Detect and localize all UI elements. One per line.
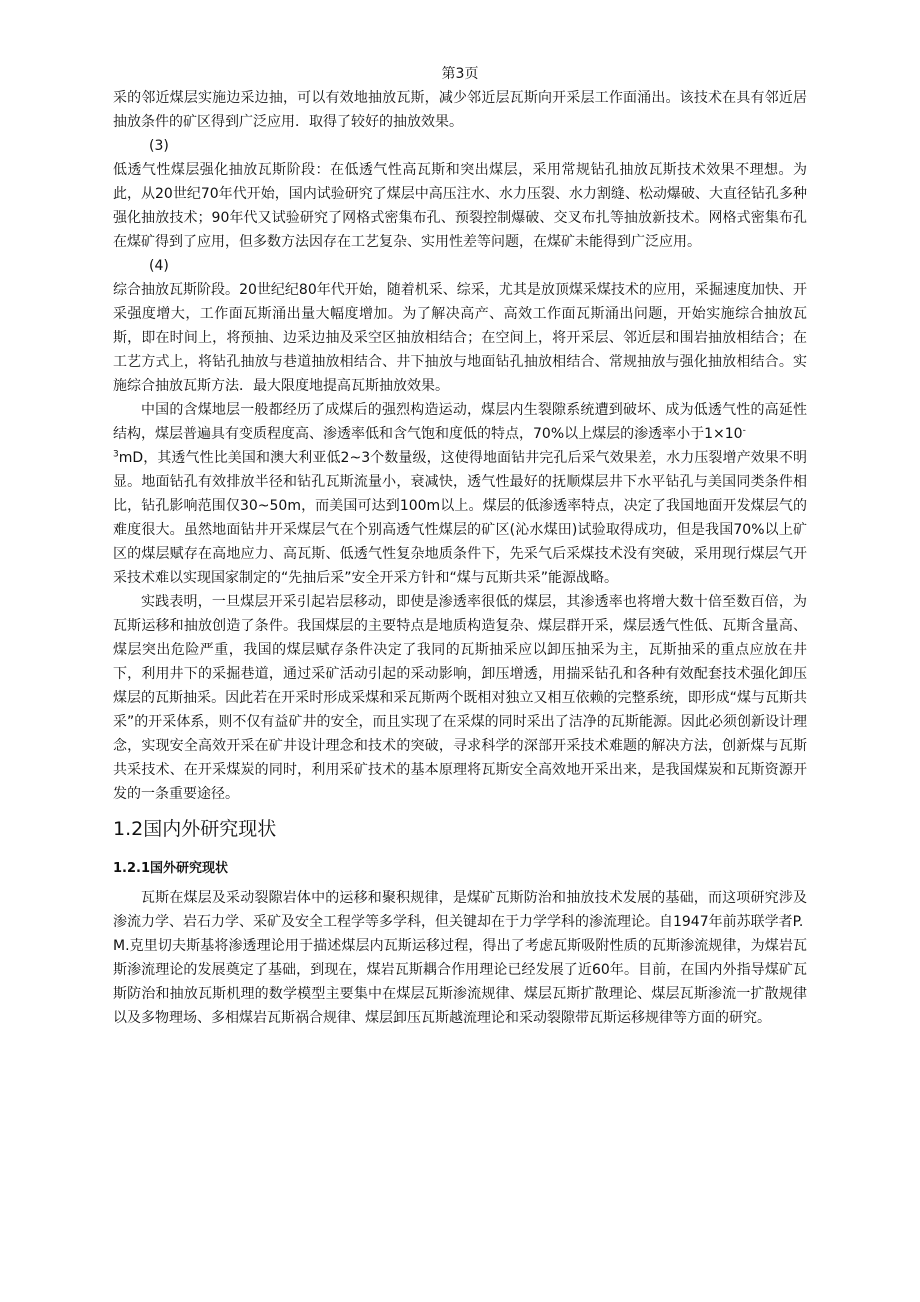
paragraph-china-coal-strata-part1: [113, 398, 807, 446]
paragraph-text: mD，其透气性比美国和澳大利亚低2~3个数量级，这使得地面钻井完孔后采气效果差，水力压裂增产效果不明显。地面钻孔有效排放半径和钻孔瓦斯流量小，衰减快，透气性最好的抚顺煤层井下水平钻孔与美国同类条件相比，钻孔影响范围仅30~50m，而美国可达到100m以上。煤层的低渗透率特点，决定了我国地面开发煤层气的难度很大。虽然地面钻井开采煤层气在个别高透气性煤层的矿区(沁水煤田)试验取得成功，但是我国70%以上矿区的煤层赋存在高地应力、高瓦斯、低透气性复杂地质条件下，先采气后采煤技术没有突破，采用现行煤层气开采技术难以实现国家制定的“先抽后采”安全开采方针和“煤与瓦斯共采”能源战略。: [113, 450, 807, 586]
paragraph-low-permeability: 低透气性煤层强化抽放瓦斯阶段：在低透气性高瓦斯和突出煤层，采用常规钻孔抽放瓦斯技术效果不理想。为此，从20世纪70年代开始，国内试验研究了煤层中高压注水、水力压裂、水力割缝、松动爆破、大直径钻孔多种强化抽放技术；90年代又试验研究了网格式密集布孔、预裂控制爆破、交叉布扎等抽放新技术。网格式密集布孔在煤矿得到了应用，但多数方法因存在工艺复杂、实用性差等问题，在煤矿未能得到广泛应用。: [113, 162, 807, 250]
item-number-4: (4): [149, 258, 169, 274]
paragraph-text: 中国的含煤地层一般都经历了成煤后的强烈构造运动，煤层内生裂隙系统遭到破坏、成为低透气性的高延性结构，煤层普遍具有变质程度高、渗透率低和含气饱和度低的特点，70%以上煤层的渗透率小于1×10: [113, 402, 807, 442]
paragraph-practice-shows: 实践表明，一旦煤层开采引起岩层移动，即使是渗透率很低的煤层，其渗透率也将增大数十倍至数百倍，为瓦斯运移和抽放创造了条件。我国煤层的主要特点是地质构造复杂、煤层群开采，煤层透气性低、瓦斯含量高、煤层突出危险严重，我国的煤层赋存条件决定了我同的瓦斯抽采应以卸压抽采为主，瓦斯抽采的重点应放在井下，利用井下的采掘巷道，通过采矿活动引起的采动影响，卸压增透，用揣采钻孔和各种有效配套技术强化卸压煤层的瓦斯抽采。因此若在开采时形成采煤和采瓦斯两个既相对独立又相互依赖的完整系统，即形成“煤与瓦斯共采”的开采体系，则不仅有益矿井的安全，而且实现了在采煤的同时采出了洁净的瓦斯能源。因此必须创新设计理念，实现安全高效开采在矿井设计理念和技术的突破，寻求科学的深部开采技术难题的解决方法，创新煤与瓦斯共采技术、在开采煤炭的同时，利用采矿技术的基本原理将瓦斯安全高效地开采出来，是我国煤炭和瓦斯资源开发的一条重要途径。: [113, 594, 807, 802]
paragraph-gas-migration-part2: M.克里切夫斯基将渗透理论用于描述煤层内瓦斯运移过程，得出了考虑瓦斯吸附性质的瓦斯渗流规律，为煤岩瓦斯渗流理论的发展奠定了基础，到现在，煤岩瓦斯耦合作用理论已经发展了近60年。目前，在国内外指导煤矿瓦斯防治和抽放瓦斯机理的数学模型主要集中在煤层瓦斯渗流规律、煤层瓦斯扩散理论、煤层瓦斯渗流一扩散规律以及多物理场、多相煤岩瓦斯祸合规律、煤层卸压瓦斯越流理论和采动裂隙带瓦斯运移规律等方面的研究。: [113, 938, 807, 1026]
superscript: 3: [113, 449, 119, 460]
paragraph-gas-migration-part1: 瓦斯在煤层及采动裂隙岩体中的运移和聚积规律，是煤矿瓦斯防治和抽放技术发展的基础，而这项研究涉及渗流力学、岩石力学、采矿及安全工程学等多学科，但关键却在于力学学科的渗流理论。自1947年前苏联学者P.: [113, 890, 807, 930]
paragraph-adjacent-seam: 采的邻近煤层实施边采边抽，可以有效地抽放瓦斯，减少邻近层瓦斯向开采层工作面涌出。该技术在具有邻近居抽放条件的矿区得到广泛应用．取得了较好的抽放效果。: [113, 90, 807, 130]
document-page: [113, 62, 807, 1030]
paragraph-china-coal-strata-part2: [113, 446, 807, 590]
paragraph-comprehensive-drainage: 综合抽放瓦斯阶段。20世纪纪80年代开始，随着机采、综采，尤其是放顶煤采煤技术的应用，采掘速度加快、开采强度增大，工作面瓦斯涌出量大幅度增加。为了解决高产、高效工作面瓦斯涌出问题，开始实施综合抽放瓦斯，即在时间上，将预抽、边采边抽及采空区抽放相结合；在空间上，将开采层、邻近层和围岩抽放相结合；在工艺方式上，将钻孔抽放与巷道抽放相结合、井下抽放与地面钻孔抽放相结合、常规抽放与强化抽放相结合。实施综合抽放瓦斯方法．最大限度地提高瓦斯抽放效果。: [113, 282, 807, 394]
section-heading: 1.2国内外研究现状: [113, 818, 277, 840]
item-number-3: (3): [149, 138, 169, 154]
superscript: -: [742, 425, 746, 436]
page-number: 第3页: [441, 66, 479, 82]
subsection-heading: 1.2.1国外研究现状: [113, 861, 229, 876]
